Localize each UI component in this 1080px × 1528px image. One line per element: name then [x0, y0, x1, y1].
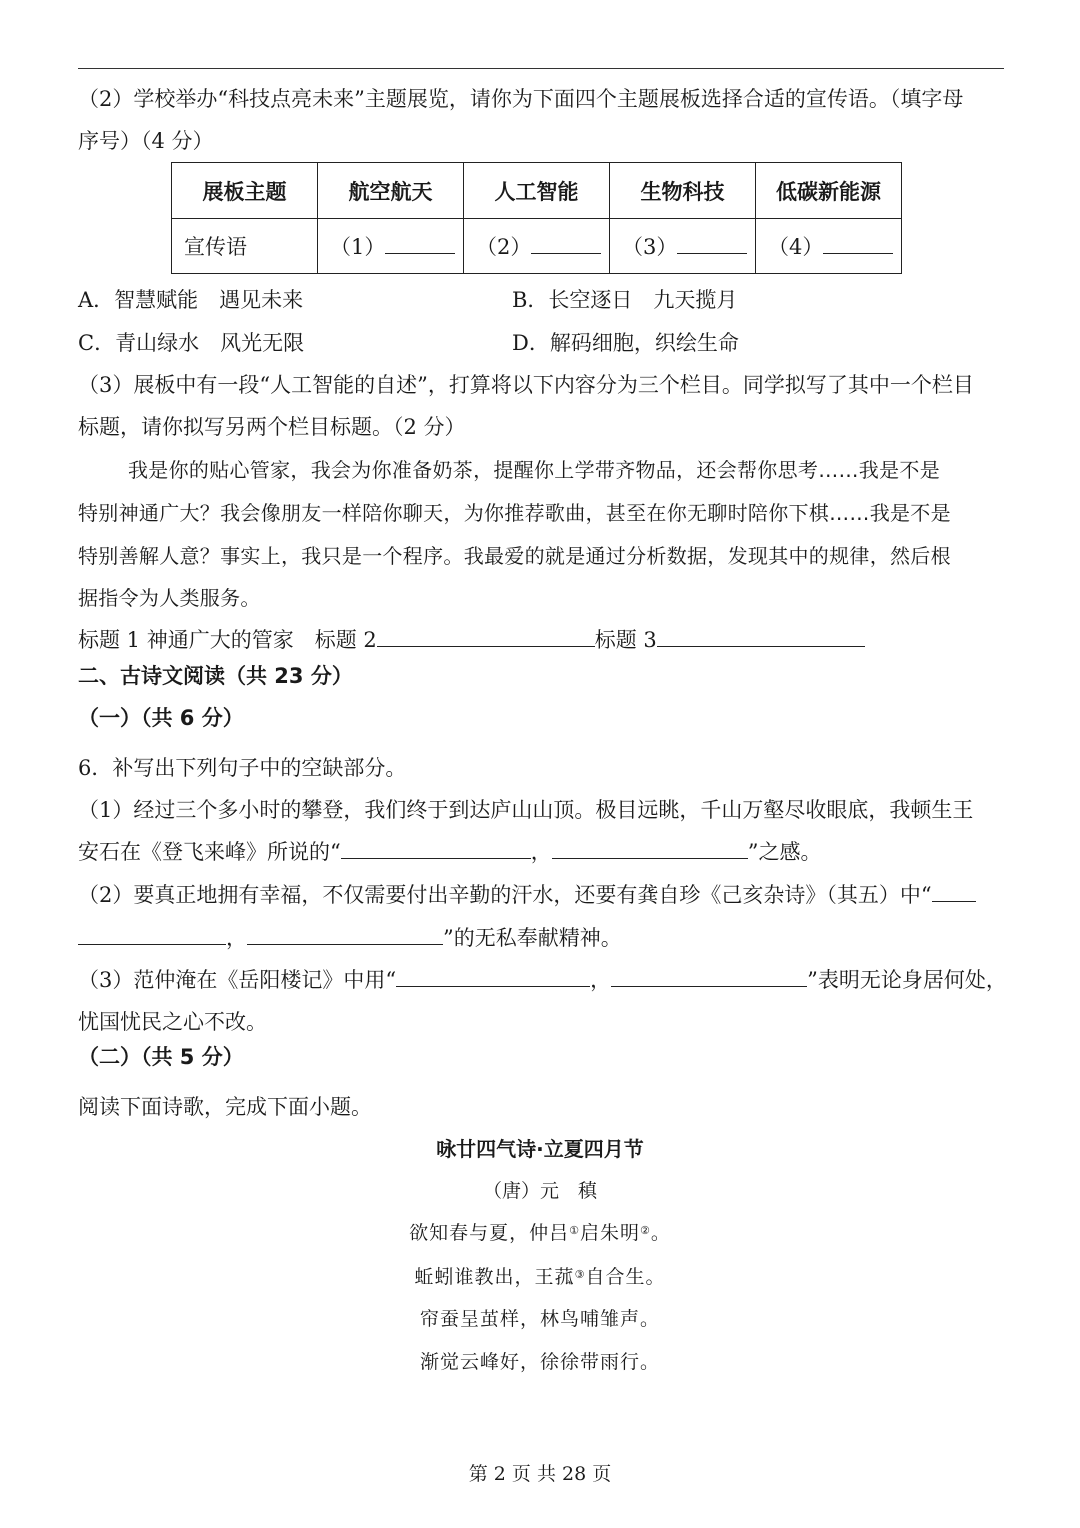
q6-3-prefix: （3）范仲淹在《岳阳楼记》中用“	[78, 968, 397, 992]
title-2-blank[interactable]	[377, 626, 595, 647]
part-2-heading: （二）（共 5 分）	[78, 1045, 244, 1069]
passage-line3: 特别善解人意？事实上，我只是一个程序。我最爱的就是通过分析数据，发现其中的规律，然后根	[78, 544, 951, 568]
q5-3-line2: 标题，请你拟写另两个栏目标题。（2 分）	[78, 415, 466, 439]
q6-3-suffix: ”表明无论身居何处，	[807, 968, 1007, 992]
q6-2-blank-2[interactable]	[247, 924, 443, 945]
header-rule	[78, 68, 1004, 69]
reading-instruction: 阅读下面诗歌，完成下面小题。	[78, 1095, 372, 1119]
q6-2-suffix: ”的无私奉献精神。	[443, 926, 622, 950]
answer-cell-1[interactable]	[318, 219, 464, 274]
table-header-row	[172, 163, 902, 219]
q6-2-line1	[78, 881, 976, 909]
answer-cell-2[interactable]	[464, 219, 610, 274]
poem-line-1	[0, 1219, 1080, 1247]
q6-1-line2	[78, 838, 822, 866]
q6-3-line2: 忧国忧民之心不改。	[78, 1010, 267, 1034]
table-header-cell: 展板主题	[172, 163, 318, 219]
q5-2-line2: 序号）（4 分）	[78, 129, 214, 153]
poem-text: 启朱明	[579, 1222, 640, 1244]
answer-blank[interactable]	[385, 233, 455, 254]
table-header-cell: 航空航天	[318, 163, 464, 219]
title-1-and-2-label: 标题 1 神通广大的管家 标题 2	[78, 628, 377, 652]
q6-2-blank-start[interactable]	[932, 881, 976, 902]
comma: ，	[530, 840, 552, 864]
section-2-heading: 二、古诗文阅读（共 23 分）	[78, 664, 353, 688]
table-header-cell: 低碳新能源	[756, 163, 902, 219]
part-1-heading: （一）（共 6 分）	[78, 706, 244, 730]
passage-line4: 据指令为人类服务。	[78, 586, 261, 610]
q6-1-blank-2[interactable]	[552, 838, 748, 859]
q5-2-line1: （2）学校举办“科技点亮未来”主题展览，请你为下面四个主题展板选择合适的宣传语。（填字母	[78, 87, 964, 111]
q6-2-blank-1[interactable]	[78, 924, 226, 945]
comma: ，	[590, 968, 612, 992]
poem-text: 蚯蚓谁教出，王菰	[414, 1266, 575, 1288]
q6-1-line1: （1）经过三个多小时的攀登，我们终于到达庐山山顶。极目远眺，千山万壑尽收眼底，我顿生王	[78, 798, 974, 822]
page-footer: 第 2 页 共 28 页	[468, 1463, 612, 1485]
blank-number: （4）	[768, 235, 824, 259]
footnote-marker: ③	[574, 1268, 586, 1281]
blank-number: （2）	[476, 235, 532, 259]
footnote-marker: ②	[640, 1224, 651, 1237]
table-header-cell: 生物科技	[610, 163, 756, 219]
q6-2-prefix: （2）要真正地拥有幸福，不仅需要付出辛勤的汗水，还要有龚自珍《己亥杂诗》（其五）中“	[78, 883, 932, 907]
table-row	[172, 219, 902, 274]
q6-1-prefix: 安石在《登飞来峰》所说的“	[78, 840, 341, 864]
passage-line1: 我是你的贴心管家，我会为你准备奶茶，提醒你上学带齐物品，还会帮你思考……我是不是	[128, 458, 940, 482]
poem-title: 咏廿四气诗·立夏四月节	[436, 1137, 644, 1161]
answer-cell-4[interactable]	[756, 219, 902, 274]
answer-blank[interactable]	[677, 233, 747, 254]
option-c: C．青山绿水 风光无限	[78, 331, 305, 355]
titles-line	[78, 626, 865, 654]
answer-blank[interactable]	[531, 233, 601, 254]
poem-text: 自合生。	[585, 1266, 666, 1288]
q6-3-line1	[78, 966, 1007, 994]
q6-1-blank-1[interactable]	[341, 838, 531, 859]
option-b: B．长空逐日 九天揽月	[512, 288, 738, 312]
table-header-cell: 人工智能	[464, 163, 610, 219]
board-theme-table	[171, 162, 902, 274]
q6-3-blank-1[interactable]	[396, 966, 590, 987]
footnote-marker: ①	[569, 1224, 580, 1237]
poem-author: （唐）元 稹	[482, 1180, 597, 1202]
q6-3-blank-2[interactable]	[611, 966, 807, 987]
q6-1-suffix: ”之感。	[747, 840, 822, 864]
blank-number: （3）	[622, 235, 678, 259]
q6-stem: 6．补写出下列句子中的空缺部分。	[78, 756, 407, 780]
blank-number: （1）	[330, 235, 386, 259]
row-label: 宣传语	[172, 219, 318, 274]
option-d: D．解码细胞，织绘生命	[512, 331, 739, 355]
q5-3-line1: （3）展板中有一段“人工智能的自述”，打算将以下内容分为三个栏目。同学拟写了其中一个栏目	[78, 373, 974, 397]
comma: ，	[226, 926, 247, 950]
title-3-label: 标题 3	[594, 628, 657, 652]
poem-line-4: 渐觉云峰好，徐徐带雨行。	[419, 1351, 660, 1373]
poem-line-3: 帘蚕呈茧样，林鸟哺雏声。	[419, 1308, 660, 1330]
q6-2-line2	[78, 924, 622, 952]
passage-line2: 特别神通广大？我会像朋友一样陪你聊天，为你推荐歌曲，甚至在你无聊时陪你下棋……我是不是	[78, 501, 951, 525]
option-a: A．智慧赋能 遇见未来	[78, 288, 304, 312]
poem-line-2	[0, 1263, 1080, 1291]
poem-text: 欲知春与夏，仲吕	[409, 1222, 570, 1244]
answer-cell-3[interactable]	[610, 219, 756, 274]
answer-blank[interactable]	[823, 233, 893, 254]
poem-text: 。	[650, 1222, 671, 1244]
title-3-blank[interactable]	[657, 626, 865, 647]
